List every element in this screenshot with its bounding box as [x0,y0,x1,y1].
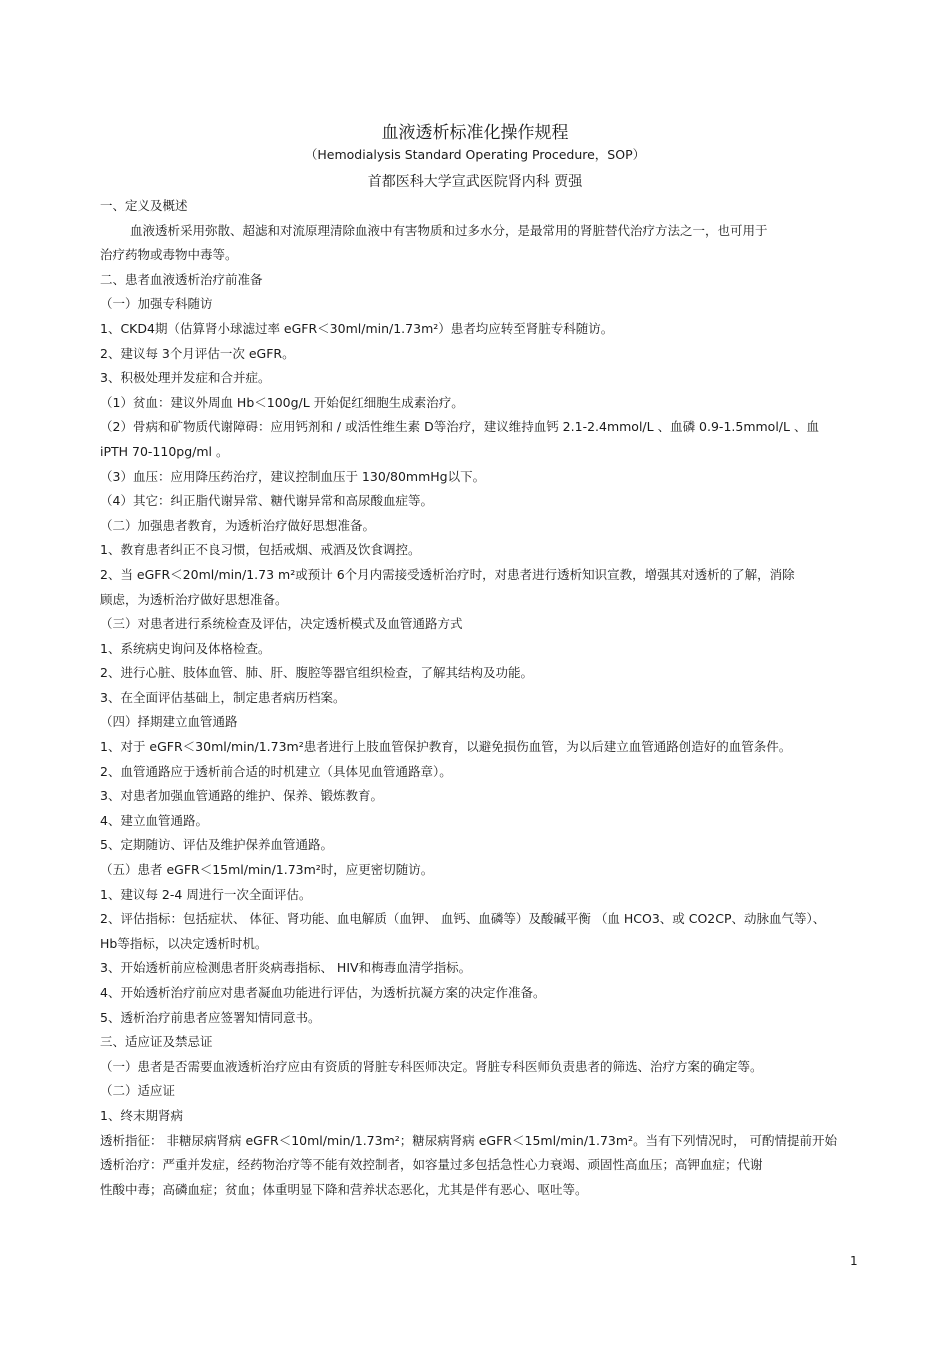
list-item: （4）其它：纠正脂代谢异常、糖代谢异常和高尿酸血症等。 [100,493,433,509]
section-heading: 三、适应证及禁忌证 [100,1034,213,1050]
section-heading: 一、定义及概述 [100,198,188,213]
document-title: 血液透析标准化操作规程 [381,123,569,143]
paragraph-line: 透析治疗：严重并发症，经药物治疗等不能有效控制者，如容量过多包括急性心力衰竭、顽固性高血压；高钾血症；代谢 [100,1157,763,1173]
paragraph-line: 性酸中毒；高磷血症；贫血；体重明显下降和营养状态恶化，尤其是伴有恶心、呕吐等。 [100,1181,588,1197]
list-item: 2、建议每 3个月评估一次 eGFR。 [100,345,295,361]
paragraph-line: Hb等指标，以决定透析时机。 [100,935,268,951]
paragraph-line: iPTH 70-110pg/ml 。 [100,443,229,459]
document-subtitle: （Hemodialysis Standard Operating Procedure，SOP） [304,147,646,162]
list-item: （1）贫血：建议外周血 Hb＜100g/L 开始促红细胞生成素治疗。 [100,394,464,410]
list-item: 3、对患者加强血管通路的维护、保养、锻炼教育。 [100,788,383,804]
list-item: 4、开始透析治疗前应对患者凝血功能进行评估，为透析抗凝方案的决定作准备。 [100,985,546,1000]
document-author: 首都医科大学宣武医院肾内科 贾强 [367,174,583,190]
list-item: 2、血管通路应于透析前合适的时机建立（具体见血管通路章）。 [100,763,452,779]
list-item: 4、建立血管通路。 [100,812,208,828]
subsection-heading: （二）适应证 [100,1083,176,1099]
list-item: 3、积极处理并发症和合并症。 [100,370,271,386]
list-item: 5、透析治疗前患者应签署知情同意书。 [100,1009,321,1025]
subsection-heading: （五）患者 eGFR＜15ml/min/1.73m²时，应更密切随访。 [100,862,434,878]
list-item: （2）骨病和矿物质代谢障碍：应用钙剂和 / 或活性维生素 D等治疗，建议维持血钙 2.1-2.4mmol/L 、血磷 0.9-1.5mmol/L 、血 [100,419,819,435]
list-item: 1、教育患者纠正不良习惯，包括戒烟、戒酒及饮食调控。 [100,542,421,558]
subsection-heading: （二）加强患者教育，为透析治疗做好思想准备。 [100,517,376,533]
list-item: 5、定期随访、评估及维护保养血管通路。 [100,837,333,853]
list-item: （3）血压：应用降压药治疗，建议控制血压于 130/80mmHg以下。 [100,468,486,484]
document-body [100,194,865,1202]
list-item: 1、CKD4期（估算肾小球滤过率 eGFR＜30ml/min/1.73m²）患者均应转至肾脏专科随访。 [100,320,614,336]
section-heading: 二、患者血液透析治疗前准备 [100,271,263,287]
list-item: 1、系统病史询问及体格检查。 [100,640,271,656]
list-item: 2、进行心脏、肢体血管、肺、肝、腹腔等器官组织检查，了解其结构及功能。 [100,665,533,681]
subsection-heading: （一）加强专科随访 [100,296,213,312]
list-item: 2、当 eGFR＜20ml/min/1.73 m²或预计 6个月内需接受透析治疗时，对患者进行透析知识宣教，增强其对透析的了解，消除 [100,566,795,582]
subsection-heading: （三）对患者进行系统检查及评估，决定透析模式及血管通路方式 [100,616,463,632]
paragraph-line: 血液透析采用弥散、超滤和对流原理清除血液中有害物质和过多水分，是最常用的肾脏替代治疗方法之一，也可用于 [130,222,768,238]
subsection-heading: （四）择期建立血管通路 [100,714,238,730]
list-item: 3、开始透析前应检测患者肝炎病毒指标、 HIV和梅毒血清学指标。 [100,960,472,976]
list-item: 3、在全面评估基础上，制定患者病历档案。 [100,689,346,705]
list-item: 2、评估指标：包括症状、 体征、肾功能、血电解质（血钾、 血钙、血磷等）及酸碱平衡 （血 HCO3、或 CO2CP、动脉血气等）、 [100,911,826,927]
list-item: 1、对于 eGFR＜30ml/min/1.73m²患者进行上肢血管保护教育，以避免损伤血管，为以后建立血管通路创造好的血管条件。 [100,739,792,755]
paragraph-line: 顾虑，为透析治疗做好思想准备。 [100,591,288,607]
page-number: 1 [850,1254,858,1268]
list-item: 1、建议每 2-4 周进行一次全面评估。 [100,886,312,902]
paragraph-line: 透析指征： 非糖尿病肾病 eGFR＜10ml/min/1.73m²；糖尿病肾病 eGFR＜15ml/min/1.73m²。当有下列情况时， 可酌情提前开始 [100,1132,838,1148]
subsection-heading: （一）患者是否需要血液透析治疗应由有资质的肾脏专科医师决定。肾脏专科医师负责患者的筛选、治疗方案的确定等。 [100,1058,763,1074]
list-item: 1、终末期肾病 [100,1107,183,1123]
paragraph-line: 治疗药物或毒物中毒等。 [100,247,238,263]
